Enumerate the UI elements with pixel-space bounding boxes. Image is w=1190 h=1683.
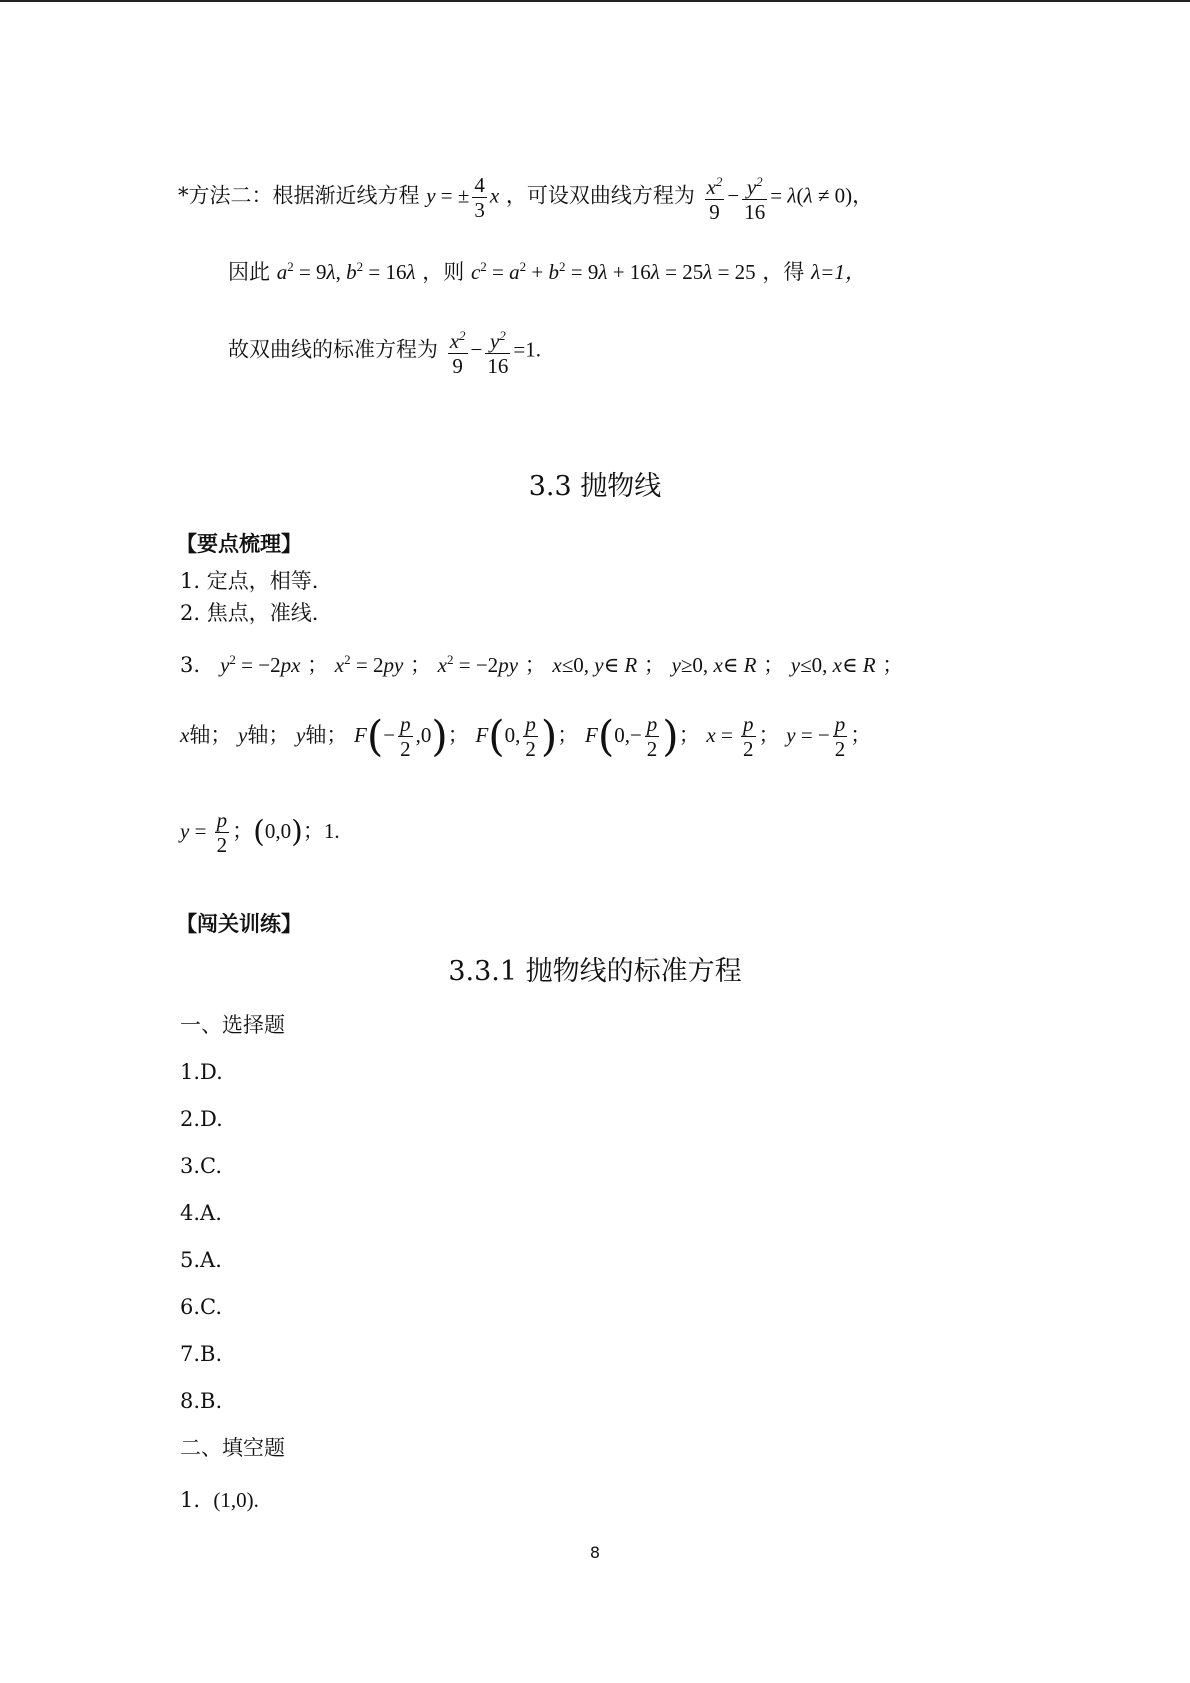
point-2: 2. 焦点，准线. xyxy=(180,601,319,625)
point-3-line1: 3. $y^2 = -2px$ ； $x^2 = 2py$ ； $x^2 = -2py$ ； x≤0, y∈ R ； y≥0, x∈ R ； y≤0, x∈ R ； xyxy=(180,652,904,677)
y-axis-var: y xyxy=(296,723,306,747)
axis-word: 轴； xyxy=(247,723,290,747)
choice-answer-3: 3.C. xyxy=(180,1154,223,1178)
fraction-x2-9: $\frac{x^2}{9}$ xyxy=(705,170,725,224)
method2-line3: 故双曲线的标准方程为 $\frac{x^2}{9}$ − $\frac{y^2}{16}$ =1. xyxy=(228,324,541,378)
y-axis-var: y xyxy=(238,723,248,747)
fraction-4-3: $\frac{4}{3}$ xyxy=(474,172,485,222)
sep: ； xyxy=(409,653,431,677)
training-heading: 【闯关训练】 xyxy=(176,912,302,936)
comma: ， xyxy=(852,183,874,208)
point-3-line3: y = $\frac{p}{2}$ ；(0,0)；1. xyxy=(180,808,340,857)
lambda-result: λ=1， xyxy=(811,260,866,284)
fill-answer-value: (1,0). xyxy=(213,1488,259,1512)
choice-answer-8: 8.B. xyxy=(180,1389,223,1413)
sep: ； xyxy=(882,653,904,677)
fill-answer-label: 1. xyxy=(180,1488,201,1512)
point-1: 1. 定点，相等. xyxy=(180,569,319,593)
method2-line2: 因此 $a^2 = 9\lambda$, $b^2 = 16\lambda$ ，则 $c^2 = a^2 + b^2 = 9\lambda + 16\lambda = 25\lambda = 25$ ，得 λ=1， xyxy=(228,259,866,284)
choice-answer-6: 6.C. xyxy=(180,1295,223,1319)
choice-answer-5: 5.A. xyxy=(180,1248,222,1272)
points-heading: 【要点梳理】 xyxy=(176,532,302,556)
choice-answer-4: 4.A. xyxy=(180,1201,222,1225)
method2-intro-text: *方法二：根据渐近线方程 xyxy=(178,183,420,208)
method2-mid-text: ，可设双曲线方程为 xyxy=(505,183,695,208)
asymptote-eq: y xyxy=(426,183,436,208)
fill-heading: 二、填空题 xyxy=(180,1436,285,1460)
sep: ； xyxy=(524,653,546,677)
method2-line1: *方法二：根据渐近线方程 y = ± $\frac{4}{3}$ x ，可设双曲线方程为 $\frac{x^2}{9}$ − $\frac{y^2}{16}$ = λ(λ ≠ 0)， xyxy=(178,170,873,224)
axis-word: 轴； xyxy=(305,723,348,747)
point-3-label: 3. xyxy=(180,653,201,677)
point-3-line2: x轴； y轴； y轴； F(− $\frac{p}{2}$ ,0)； F(0, $\frac{p}{2}$ )； F(0,− $\frac{p}{2}$ )； x = $\frac{p}{2}$ ； y = − $\frac{p}{2}$ ； xyxy=(180,711,872,761)
fraction-y2-16: $\frac{y^2}{16}$ xyxy=(742,170,767,224)
standard-eq-text: 故双曲线的标准方程为 xyxy=(228,337,438,362)
get-text: ，得 xyxy=(762,260,805,284)
top-rule xyxy=(0,0,1190,2)
section-title: 3.3 抛物线 xyxy=(528,471,662,502)
axis-word: 轴； xyxy=(189,723,232,747)
choice-answer-7: 7.B. xyxy=(180,1342,223,1366)
page-number: 8 xyxy=(589,1543,601,1562)
choice-heading: 一、选择题 xyxy=(180,1013,285,1037)
sep: ； xyxy=(307,653,329,677)
therefore-text: 因此 xyxy=(228,260,270,284)
choice-answer-2: 2.D. xyxy=(180,1107,223,1131)
fraction-y2-16-b: $\frac{y^2}{16}$ xyxy=(485,324,510,378)
then-text: ，则 xyxy=(422,260,465,284)
fill-answer-1 xyxy=(180,1485,259,1515)
choice-answer-1: 1.D. xyxy=(180,1060,223,1084)
sep: ； xyxy=(643,653,665,677)
subsection-title: 3.3.1 抛物线的标准方程 xyxy=(448,956,742,987)
sep: ； xyxy=(763,653,785,677)
fraction-x2-9-b: $\frac{x^2}{9}$ xyxy=(448,324,468,378)
eq-one: =1. xyxy=(513,337,541,362)
x-axis-var: x xyxy=(180,723,190,747)
